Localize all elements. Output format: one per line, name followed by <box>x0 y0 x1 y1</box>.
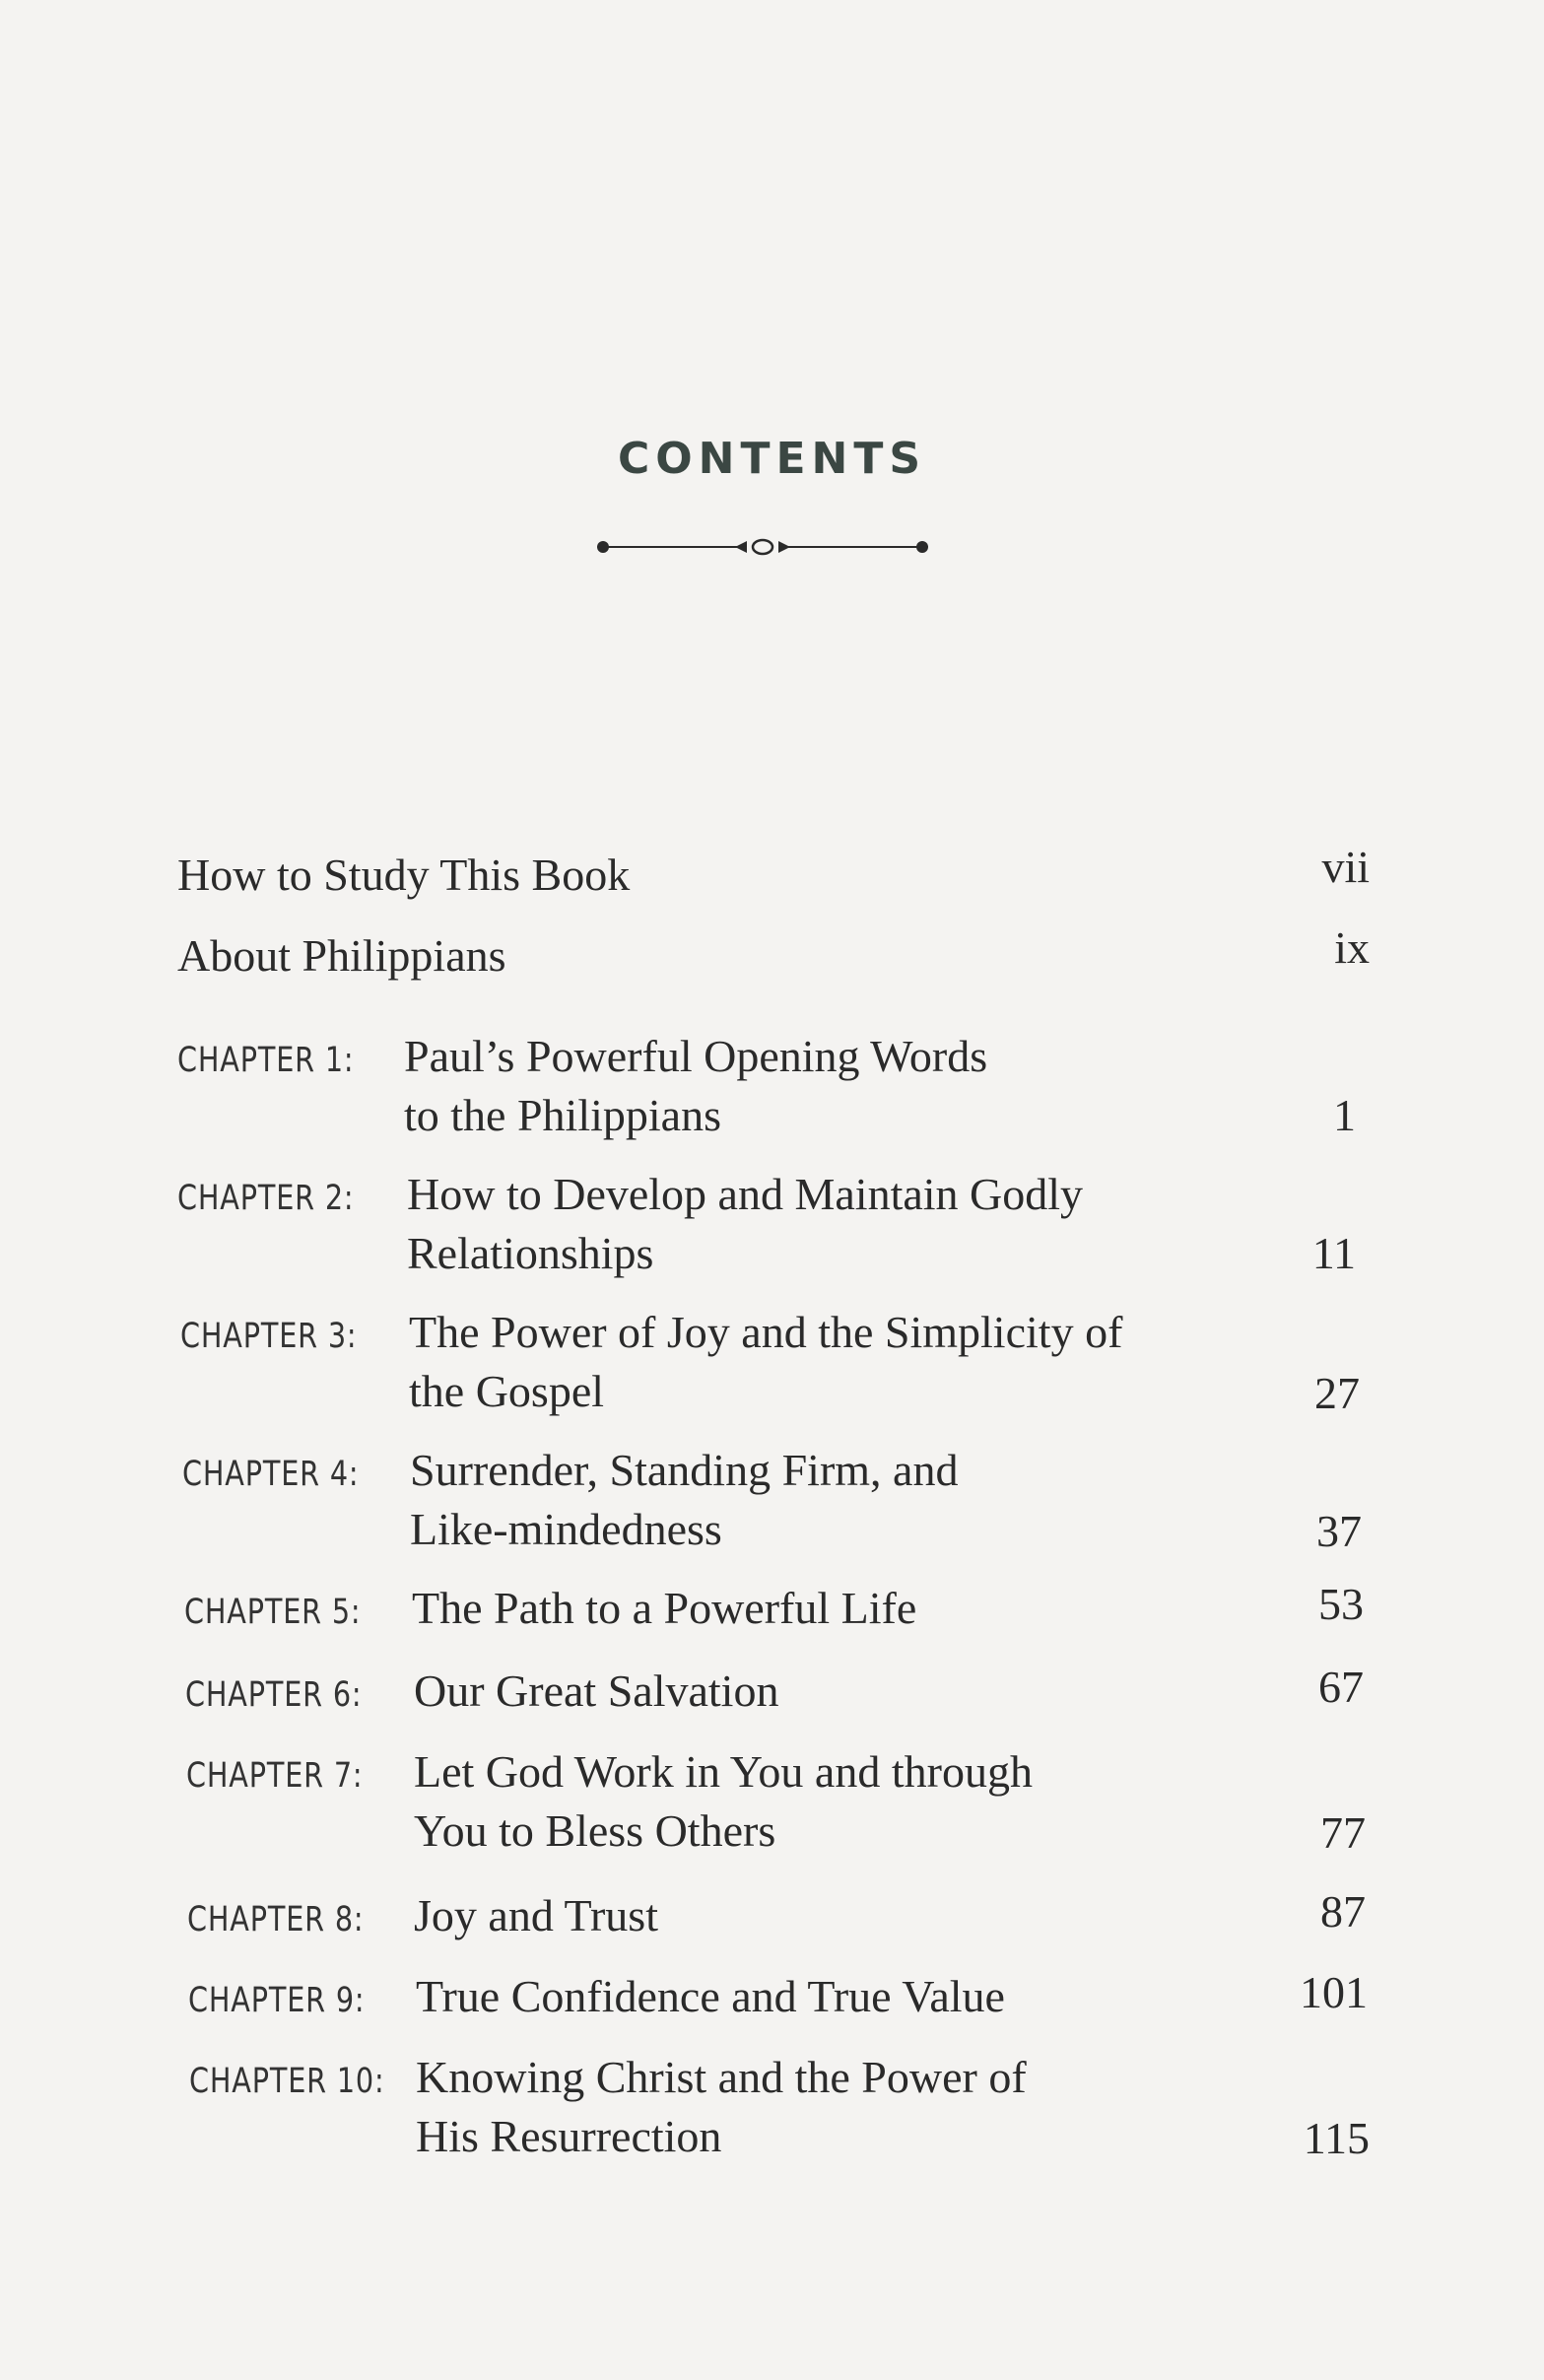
chapter-label: CHAPTER 3: <box>180 1317 358 1356</box>
chapter-title: Surrender, Standing Firm, and Like-mindedness <box>410 1445 959 1554</box>
toc-page-number: 115 <box>1303 2113 1370 2163</box>
toc-page-number: 27 <box>1314 1368 1360 1418</box>
chapter-title: Paul’s Powerful Opening Words to the Philippians <box>404 1031 988 1140</box>
chapter-label: CHAPTER 2: <box>177 1179 355 1218</box>
chapter-title: True Confidence and True Value <box>416 1971 1005 2021</box>
toc-page-number: ix <box>1334 922 1370 973</box>
toc-page-number: 67 <box>1318 1662 1364 1712</box>
chapter-title: The Path to a Powerful Life <box>412 1583 917 1633</box>
toc-chapter-4[interactable] <box>177 1441 1370 1559</box>
toc-entry-about-philippians[interactable] <box>177 922 1370 986</box>
toc-entry-title: How to Study This Book <box>177 850 631 900</box>
chapter-title: Joy and Trust <box>414 1890 658 1940</box>
toc-chapter-2[interactable] <box>177 1165 1370 1283</box>
toc-chapter-1[interactable] <box>177 1027 1370 1145</box>
chapter-label: CHAPTER 10: <box>189 2062 385 2101</box>
toc-chapter-8[interactable] <box>177 1886 1370 1945</box>
chapter-title: Let God Work in You and through You to Bless Others <box>414 1746 1033 1856</box>
toc-page-number: vii <box>1321 842 1370 892</box>
toc-entry-how-to-study[interactable] <box>177 842 1370 905</box>
toc-chapter-9[interactable] <box>177 1967 1370 2026</box>
toc-chapter-6[interactable] <box>177 1662 1370 1721</box>
chapter-label: CHAPTER 5: <box>184 1593 362 1632</box>
toc-page-number: 1 <box>1333 1090 1356 1140</box>
page-title: CONTENTS <box>617 434 927 484</box>
chapter-label: CHAPTER 1: <box>177 1041 355 1080</box>
toc-page-number: 53 <box>1318 1579 1364 1629</box>
toc-page-number: 87 <box>1320 1886 1366 1937</box>
chapter-title: Knowing Christ and the Power of His Resurrection <box>416 2052 1027 2161</box>
chapter-title: Our Great Salvation <box>414 1666 779 1716</box>
toc-chapter-7[interactable] <box>177 1742 1370 1861</box>
chapter-title: How to Develop and Maintain Godly Relationships <box>407 1169 1084 1278</box>
toc-chapter-10[interactable] <box>177 2048 1370 2166</box>
chapter-label: CHAPTER 9: <box>188 1981 366 2020</box>
toc-chapter-3[interactable] <box>177 1303 1370 1421</box>
chapter-label: CHAPTER 6: <box>185 1675 363 1715</box>
toc-chapter-5[interactable] <box>177 1579 1370 1638</box>
chapter-label: CHAPTER 4: <box>182 1455 360 1494</box>
toc-page-number: 37 <box>1316 1506 1362 1556</box>
chapter-label: CHAPTER 8: <box>187 1900 365 1939</box>
toc-entry-title: About Philippians <box>177 930 506 981</box>
chapter-label: CHAPTER 7: <box>186 1756 364 1796</box>
chapter-title: The Power of Joy and the Simplicity of the Gospel <box>409 1307 1123 1416</box>
toc-page-number: 11 <box>1311 1228 1356 1278</box>
toc-page-number: 77 <box>1320 1807 1366 1858</box>
toc-page-number: 101 <box>1300 1967 1368 2017</box>
